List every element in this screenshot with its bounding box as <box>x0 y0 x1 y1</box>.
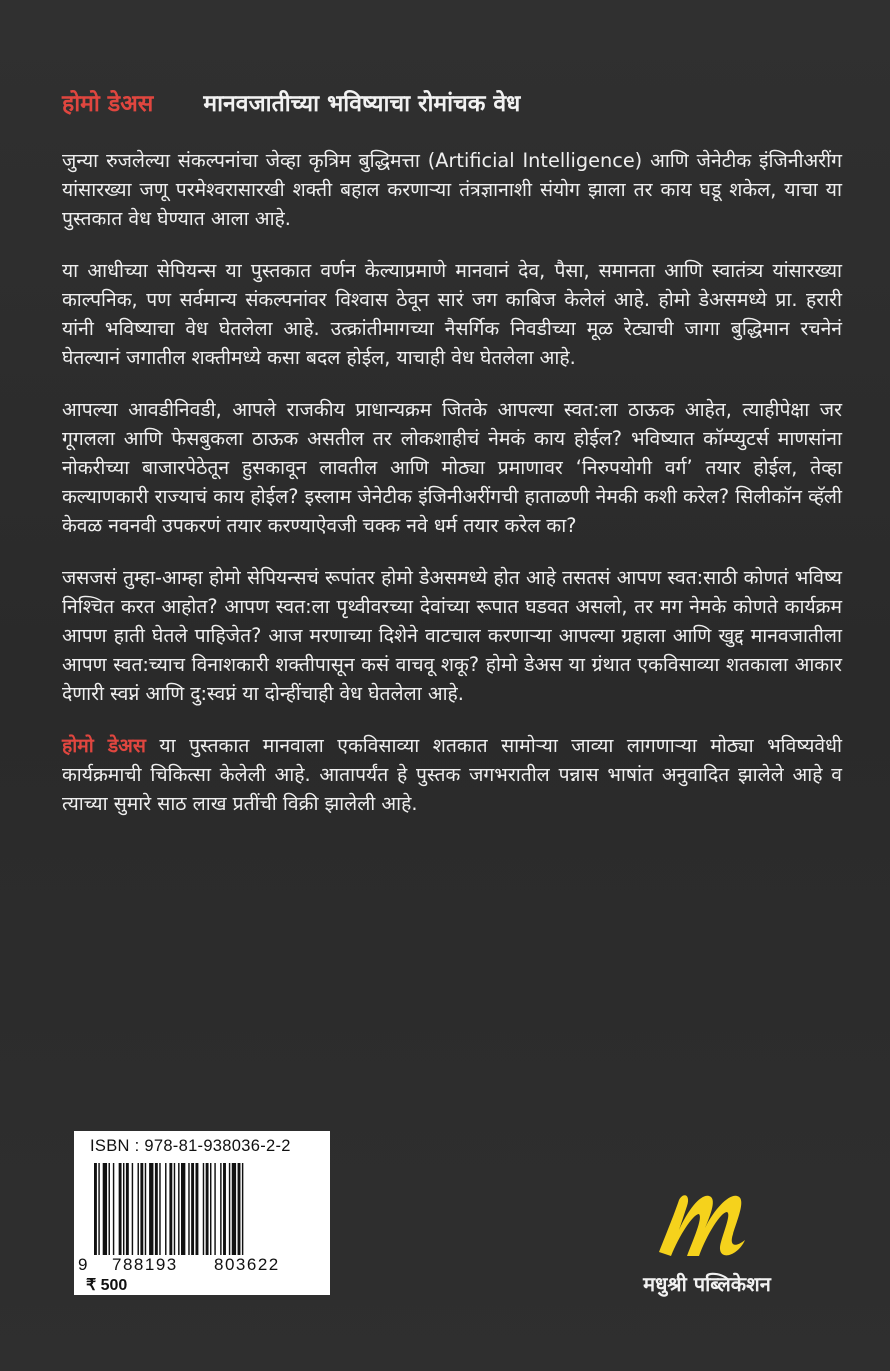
barcode-bar <box>132 1163 133 1255</box>
barcode-bar <box>229 1163 230 1255</box>
barcode-block <box>74 1131 330 1295</box>
barcode-bar <box>98 1163 99 1255</box>
blurb-paragraph-3: आपल्या आवडीनिवडी, आपले राजकीय प्राधान्यक्रम जितके आपल्या स्वत:ला ठाऊक आहेत, त्याहीपेक्षा जर गूगलला आणि फेसबुकला ठाऊक असतील तर लोकशाहीचं नेमकं काय होईल? भविष्यात कॉम्प्युटर्स माणसांना नोकरीच्या बाजारपेठेतून हुसकावून लावतील आणि मोठ्या प्रमाणावर ‘निरुपयोगी वर्ग’ तयार होईल, तेव्हा कल्याणकारी राज्याचं काय होईल? इस्लाम जेनेटीक इंजिनीअरींगची हाताळणी नेमकी कशी करेल? सिलीकॉन व्हॅली केवळ नवनवी उपकरणं तयार करण्याऐवजी चक्क नवे धर्म तयार करेल का? <box>62 398 842 537</box>
blurb-paragraph-5-text: या पुस्तकात मानवाला एकविसाव्या शतकात सामोऱ्या जाव्या लागणाऱ्या मोठ्या भविष्यवेधी कार्यक्रमाची चिकित्सा केलेली आहे. आतापर्यंत हे पुस्तक जगभरातील पन्नास भाषांत अनुवादित झालेले आहे व त्याच्या सुमारे साठ लाख प्रतींची विक्री झालेली आहे. <box>62 734 842 815</box>
blurb-paragraph-2: या आधीच्या सेपियन्स या पुस्तकात वर्णन केल्याप्रमाणे मानवानं देव, पैसा, समानता आणि स्वातंत्र्य यांसारख्या काल्पनिक, पण सर्वमान्य संकल्पनांवर विश्वास ठेवून सारं जग काबिज केलेलं आहे. होमो डेअसमध्ये प्रा. हरारी यांनी भविष्याचा वेध घेतलेला आहे. उत्क्रांतीमागच्या नैसर्गिक निवडीच्या मूळ रेट्याची जागा बुद्धिमान रचनेनं घेतल्यानं जगातील शक्तीमध्ये कसा बदल होईल, याचाही वेध घेतलेला आहे. <box>62 259 842 369</box>
barcode-bar <box>155 1163 158 1255</box>
book-subtitle: मानवजातीच्या भविष्याचा रोमांचक वेध <box>203 90 521 117</box>
cover-heading <box>62 86 842 126</box>
barcode-bar <box>206 1163 209 1255</box>
isbn-label: ISBN : 978-81-938036-2-2 <box>90 1137 291 1155</box>
barcode-bar <box>113 1163 114 1255</box>
barcode-bar <box>181 1163 185 1255</box>
barcode-bar <box>169 1163 172 1255</box>
barcode-digit-lead: 9 <box>78 1255 89 1274</box>
barcode-bar <box>145 1163 146 1255</box>
barcode-bar <box>242 1163 243 1255</box>
price-label: ₹ 500 <box>86 1277 128 1294</box>
barcode-bar <box>126 1163 129 1255</box>
barcode-bars <box>92 1163 316 1255</box>
book-title: होमो डेअस <box>62 90 154 117</box>
barcode-bar <box>174 1163 175 1255</box>
blurb-paragraph-4: जसजसं तुम्हा-आम्हा होमो सेपियन्सचं रूपांतर होमो डेअसमध्ये होत आहे तसतसं आपण स्वत:साठी कोणतं भविष्य निश्चित करत आहोत? आपण स्वत:ला पृथ्वीवरच्या देवांच्या रूपात घडवत असलो, तर मग नेमके कोणते कार्यक्रम आपण हाती घेतले पाहिजेत? आज मरणाच्या दिशेने वाटचाल करणाऱ्या आपल्या ग्रहाला आणि खुद्द मानवजातीला आपण स्वत:च्याच विनाशकारी शक्तीपासून कसं वाचवू शकू? होमो डेअस या ग्रंथात एकविसाव्या शतकाला आकार देणारी स्वप्नं आणि दु:स्वप्नं या दोन्हींचाही वेध घेतलेला आहे. <box>62 566 842 705</box>
barcode-bar <box>220 1163 221 1255</box>
barcode-bar <box>109 1163 110 1255</box>
barcode-bar <box>232 1163 236 1255</box>
publisher-name: मधुश्री पब्लिकेशन <box>643 1272 771 1296</box>
barcode-bar <box>123 1163 124 1255</box>
barcode-bar <box>149 1163 153 1255</box>
barcode-bar <box>196 1163 199 1255</box>
barcode-bar <box>223 1163 226 1255</box>
m-letter-logo-icon <box>645 1182 765 1268</box>
barcode-bar <box>94 1163 97 1255</box>
barcode-digits-group-1: 788193 <box>112 1255 178 1274</box>
barcode-bar <box>188 1163 189 1255</box>
barcode-bar <box>159 1163 160 1255</box>
barcode-bar <box>165 1163 166 1255</box>
barcode-bar <box>203 1163 204 1255</box>
barcode-bar <box>103 1163 107 1255</box>
barcode-bar <box>238 1163 241 1255</box>
blurb-paragraph-1: जुन्या रुजलेल्या संकल्पनांचा जेव्हा कृत्रिम बुद्धिमत्ता (Artificial Intelligence) आणि जेनेटीक इंजिनीअरींग यांसारख्या जणू परमेश्वरासारखी शक्ती बहाल करणाऱ्या तंत्रज्ञानाशी संयोग झाला तर काय घडू शकेल, याचा या पुस्तकात वेध घेण्यात आला आहे. <box>62 149 842 230</box>
barcode-bar <box>191 1163 194 1255</box>
barcode-bar <box>138 1163 139 1255</box>
blurb <box>62 146 842 841</box>
barcode-bar <box>119 1163 122 1255</box>
barcode-bar <box>214 1163 215 1255</box>
barcode-bar <box>210 1163 211 1255</box>
barcode-digits-group-2: 803622 <box>214 1255 280 1274</box>
barcode-bar <box>178 1163 179 1255</box>
barcode-bar <box>140 1163 143 1255</box>
blurb-accent-title: होमो डेअस <box>62 734 146 757</box>
blurb-paragraph-5 <box>62 731 842 818</box>
